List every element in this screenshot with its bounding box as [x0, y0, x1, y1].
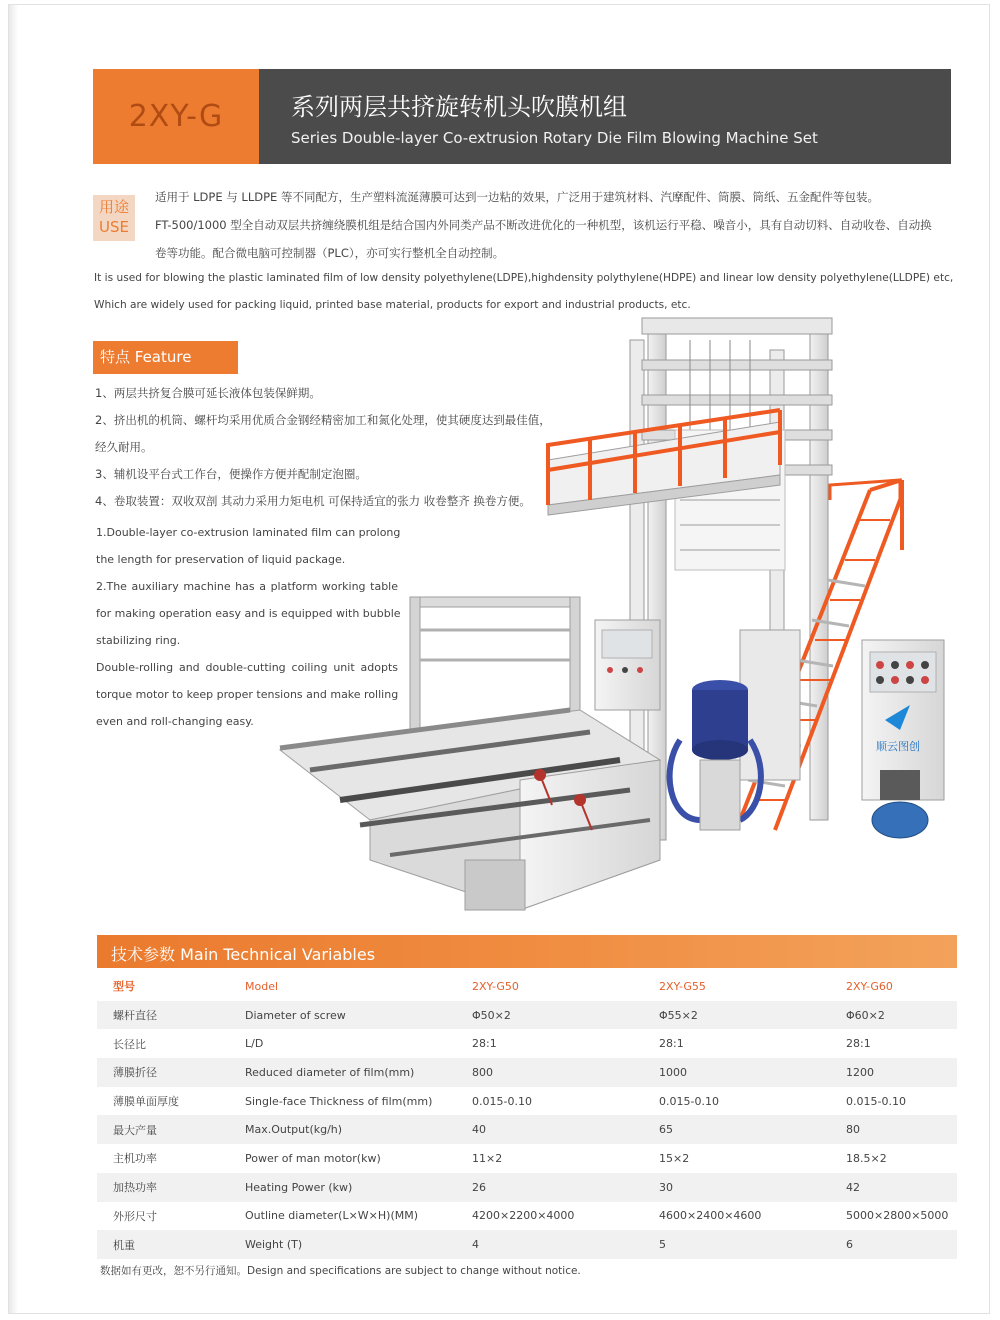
title-chinese: 系列两层共挤旋转机头吹膜机组 — [291, 93, 627, 121]
cell-g50: 11×2 — [472, 1151, 503, 1165]
machine-illustration — [270, 300, 980, 920]
cell-g60: 80 — [846, 1123, 860, 1137]
title-english: Series Double-layer Co-extrusion Rotary Die Film Blowing Machine Set — [291, 129, 818, 147]
feature-en-line: the length for preservation of liquid package. — [96, 553, 346, 566]
cell-g55: 1000 — [659, 1065, 687, 1079]
cell-param-cn: 最大产量 — [113, 1123, 157, 1137]
cell-g60: 28:1 — [846, 1037, 871, 1051]
use-en-line: Which are widely used for packing liquid, printed base material, products for export and industrial products, etc. — [94, 299, 691, 311]
cell-param-en: Weight (T) — [245, 1238, 303, 1252]
cell-g50: 4200×2200×4000 — [472, 1209, 575, 1223]
feature-en-line: 2.The auxiliary machine has a platform working table — [96, 580, 398, 593]
panel-logo-text: 顺云图创 — [876, 740, 920, 753]
feature-cn-line: 1、两层共挤复合膜可延长液体包装保鲜期。 — [95, 386, 321, 400]
spec-table-title: 技术参数 Main Technical Variables — [97, 935, 957, 968]
title-block — [259, 69, 951, 164]
table-row — [97, 1144, 957, 1173]
cell-param-en: Power of man motor(kw) — [245, 1151, 381, 1165]
cell-g55: Φ55×2 — [659, 1008, 698, 1022]
feature-en-line: Double-rolling and double-cutting coiling unit adopts — [96, 661, 398, 674]
use-cn-line: 适用于 LDPE 与 LLDPE 等不同配方，生产塑料流涎薄膜可达到一边粘的效果，广泛用于建筑材料、汽摩配件、筒膜、筒纸、五金配件等包装。 — [155, 190, 879, 204]
feature-en-line: stabilizing ring. — [96, 634, 181, 647]
feature-badge: 特点 Feature — [93, 341, 238, 374]
feature-cn-line: 2、挤出机的机筒、螺杆均采用优质合金钢经精密加工和氮化处理，使其硬度达到最佳值， — [95, 413, 551, 427]
cell-g50: 26 — [472, 1180, 486, 1194]
table-row — [97, 1058, 957, 1087]
cell-g60: 42 — [846, 1180, 860, 1194]
use-badge — [93, 195, 135, 241]
cell-g55: 0.015-0.10 — [659, 1094, 719, 1108]
cell-g50: 40 — [472, 1123, 486, 1137]
cell-g55: 28:1 — [659, 1037, 684, 1051]
feature-en-line: 1.Double-layer co-extrusion laminated film can prolong — [96, 526, 401, 539]
col-header-en: Model — [245, 979, 279, 993]
use-badge-cn: 用途 — [98, 198, 129, 216]
cell-g60: 1200 — [846, 1065, 874, 1079]
model-series-label: 2XY-G — [93, 69, 259, 164]
cell-param-cn: 长径比 — [113, 1037, 146, 1051]
col-header-g60: 2XY-G60 — [846, 979, 893, 993]
use-en-line: It is used for blowing the plastic laminated film of low density polyethylene(LDPE),highdensity polythylene(HDPE) and linear low density polyethylene(LLDPE) etc, — [94, 272, 954, 284]
cell-param-en: Heating Power (kw) — [245, 1180, 353, 1194]
cell-param-en: Single-face Thickness of film(mm) — [245, 1094, 433, 1108]
use-description-cn — [155, 186, 955, 270]
feature-en-line: for making operation easy and is equipped with bubble — [96, 607, 401, 620]
cell-g60: 18.5×2 — [846, 1151, 887, 1165]
spec-table — [97, 972, 957, 1259]
cell-param-cn: 薄膜折径 — [113, 1066, 157, 1080]
cell-param-en: Max.Output(kg/h) — [245, 1123, 343, 1137]
cell-g60: Φ60×2 — [846, 1008, 885, 1022]
table-row — [97, 1173, 957, 1202]
col-header-cn: 型号 — [113, 980, 135, 994]
feature-cn-line: 4、卷取装置：双收双剖 其动力采用力矩电机 可保持适宜的张力 收卷整齐 换卷方便。 — [95, 494, 531, 508]
table-row — [97, 1230, 957, 1259]
cell-param-cn: 外形尺寸 — [113, 1209, 157, 1223]
cell-param-en: Diameter of screw — [245, 1008, 346, 1022]
use-cn-line: 卷等功能。配合微电脑可控制器（PLC），亦可实行整机全自动控制。 — [155, 246, 505, 260]
cell-g55: 30 — [659, 1180, 673, 1194]
cell-g55: 5 — [659, 1238, 666, 1252]
col-header-g55: 2XY-G55 — [659, 979, 706, 993]
cell-param-cn: 机重 — [113, 1238, 135, 1252]
cell-param-cn: 主机功率 — [113, 1152, 157, 1166]
control-cabinet-right — [862, 640, 944, 838]
cell-g50: 28:1 — [472, 1037, 497, 1051]
feature-en-line: even and roll-changing easy. — [96, 715, 254, 728]
table-row — [97, 1001, 957, 1030]
cell-g50: 4 — [472, 1238, 479, 1252]
cell-g50: Φ50×2 — [472, 1008, 511, 1022]
cell-g60: 0.015-0.10 — [846, 1094, 906, 1108]
disclaimer-note: 数据如有更改，恕不另行通知。Design and specifications are subject to change without notice. — [100, 1265, 581, 1277]
table-row — [97, 1029, 957, 1058]
cell-g60: 6 — [846, 1238, 853, 1252]
feature-en-line: torque motor to keep proper tensions and make rolling — [96, 688, 399, 701]
table-row — [97, 1115, 957, 1144]
feature-cn-line: 经久耐用。 — [95, 440, 153, 454]
cell-param-cn: 加热功率 — [113, 1181, 157, 1195]
cell-g50: 800 — [472, 1065, 493, 1079]
cell-param-cn: 薄膜单面厚度 — [113, 1095, 179, 1109]
cell-param-en: L/D — [245, 1037, 264, 1051]
cell-g55: 4600×2400×4600 — [659, 1209, 762, 1223]
col-header-g50: 2XY-G50 — [472, 979, 519, 993]
use-cn-line: FT-500/1000 型全自动双层共挤缠绕膜机组是结合国内外同类产品不断改进优化的一种机型，该机运行平稳、噪音小，具有自动切料、自动收卷、自动换 — [155, 218, 932, 232]
cell-param-en: Outline diameter(L×W×H)(MM) — [245, 1209, 419, 1223]
feature-cn-line: 3、辅机设平台式工作台，便操作方便并配制定泡圈。 — [95, 467, 367, 481]
use-badge-en: USE — [99, 218, 129, 236]
cell-param-en: Reduced diameter of film(mm) — [245, 1065, 415, 1079]
control-cabinet-left — [595, 620, 660, 710]
spec-table-header-row — [97, 972, 957, 1001]
cell-g55: 15×2 — [659, 1151, 690, 1165]
cell-g55: 65 — [659, 1123, 673, 1137]
cell-g50: 0.015-0.10 — [472, 1094, 532, 1108]
table-row — [97, 1202, 957, 1231]
cell-param-cn: 螺杆直径 — [113, 1009, 157, 1023]
title-banner — [93, 69, 951, 164]
cell-g60: 5000×2800×5000 — [846, 1209, 949, 1223]
table-row — [97, 1087, 957, 1116]
